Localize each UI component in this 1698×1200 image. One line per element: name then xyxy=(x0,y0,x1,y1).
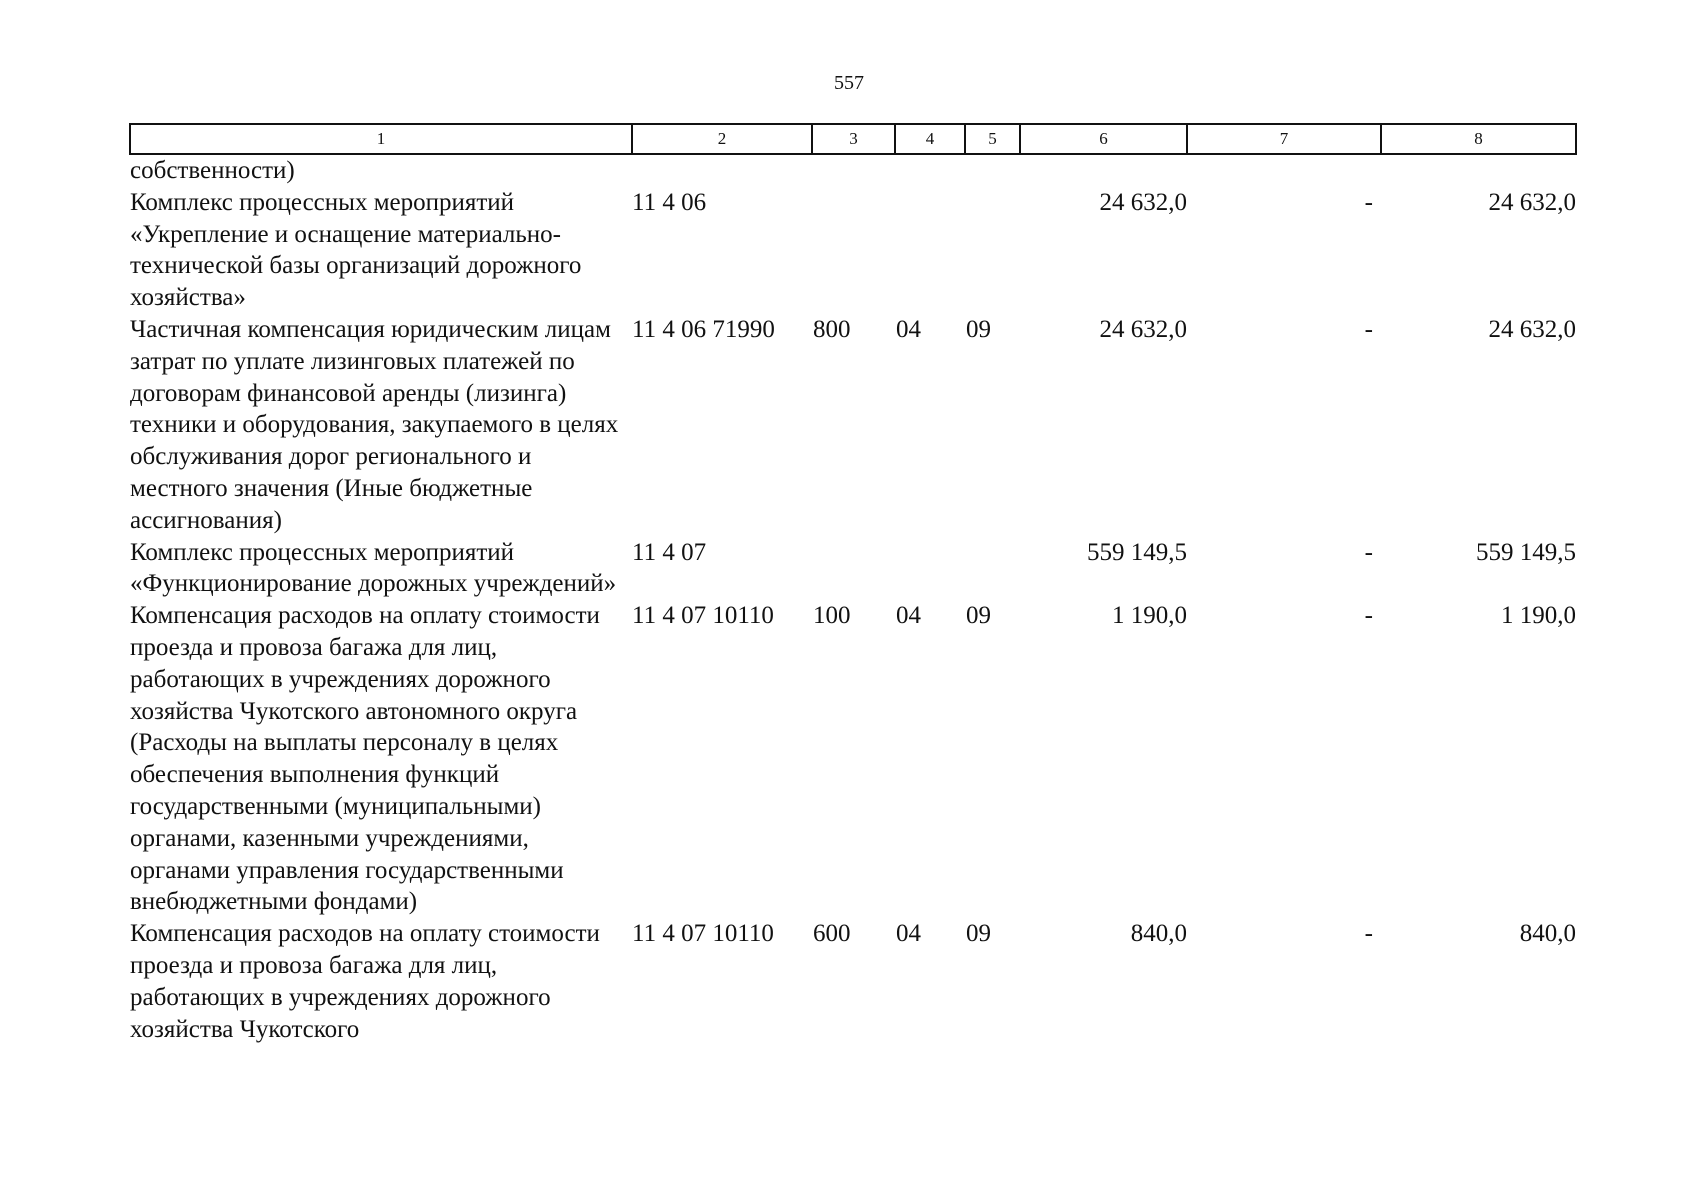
table-row xyxy=(130,600,1576,918)
header-col-4: 4 xyxy=(895,124,965,154)
cell-code: 11 4 06 xyxy=(632,188,707,216)
cell-name: Частичная компенсация юридическим лицам затрат по уплате лизинговых платежей по договорам финансовой аренды (лизинга) техники и оборудования, закупаемого в целях обслуживания дорог регионального и местного значения (Иные бюджетные ассигнования) xyxy=(130,315,619,534)
cell-col7: - xyxy=(1364,920,1373,948)
cell-col5: 09 xyxy=(966,602,991,630)
cell-col7 xyxy=(1187,154,1381,187)
cell-col4 xyxy=(895,187,965,314)
cell-col6: 840,0 xyxy=(1130,920,1187,948)
cell-col5 xyxy=(965,537,1020,601)
cell-col8: 559 149,5 xyxy=(1476,538,1576,566)
cell-col4: 04 xyxy=(896,920,921,948)
cell-col3 xyxy=(812,154,895,187)
cell-col3: 800 xyxy=(813,315,851,343)
cell-col5 xyxy=(965,187,1020,314)
cell-col7: - xyxy=(1364,602,1373,630)
cell-code xyxy=(632,154,812,187)
cell-col8: 1 190,0 xyxy=(1501,602,1576,630)
table-row xyxy=(130,314,1576,537)
cell-col5 xyxy=(965,154,1020,187)
cell-name: Комплекс процессных мероприятий «Функционирование дорожных учреждений» xyxy=(130,538,617,598)
cell-col5: 09 xyxy=(966,920,991,948)
cell-col6: 24 632,0 xyxy=(1099,315,1187,343)
cell-col5: 09 xyxy=(966,315,991,343)
page-number: 557 xyxy=(834,72,864,94)
budget-table xyxy=(129,123,1577,1045)
cell-col4: 04 xyxy=(896,315,921,343)
cell-col8: 24 632,0 xyxy=(1488,315,1576,343)
header-col-2: 2 xyxy=(632,124,812,154)
cell-col3 xyxy=(812,187,895,314)
cell-col6: 559 149,5 xyxy=(1087,538,1187,566)
header-col-6: 6 xyxy=(1020,124,1187,154)
cell-col6: 1 190,0 xyxy=(1112,602,1187,630)
cell-col7: - xyxy=(1364,188,1373,216)
cell-col3: 600 xyxy=(813,920,851,948)
cell-col4 xyxy=(895,537,965,601)
table-row xyxy=(130,154,1576,187)
cell-name: Комплекс процессных мероприятий «Укрепление и оснащение материально-технической базы организаций дорожного хозяйства» xyxy=(130,188,582,312)
cell-col7: - xyxy=(1364,538,1373,566)
table-row xyxy=(130,187,1576,314)
cell-col3: 100 xyxy=(813,602,851,630)
table-row xyxy=(130,537,1576,601)
cell-name: Компенсация расходов на оплату стоимости проезда и провоза багажа для лиц, работающих в учреждениях дорожного хозяйства Чукотского автономного округа (Расходы на выплаты персоналу в целях обеспечения выполнения функций государственными (муниципальными) органами, казенными учреждениями, органами управления государственными внебюджетными фондами) xyxy=(130,602,600,916)
cell-name: Компенсация расходов на оплату стоимости проезда и провоза багажа для лиц, работающих в учреждениях дорожного хозяйства Чукотского xyxy=(130,920,600,1043)
header-row xyxy=(130,124,1576,154)
cell-col4: 04 xyxy=(896,602,921,630)
cell-col3 xyxy=(812,537,895,601)
cell-col6 xyxy=(1020,154,1187,187)
header-col-7: 7 xyxy=(1187,124,1381,154)
header-col-5: 5 xyxy=(965,124,1020,154)
cell-name: собственности) xyxy=(130,157,295,184)
cell-col4 xyxy=(895,154,965,187)
cell-code: 11 4 07 xyxy=(632,538,707,566)
cell-col8: 24 632,0 xyxy=(1488,188,1576,216)
cell-code: 11 4 07 10110 xyxy=(632,602,774,630)
cell-col7: - xyxy=(1364,315,1373,343)
header-col-8: 8 xyxy=(1381,124,1576,154)
table-row xyxy=(130,918,1576,1045)
cell-col6: 24 632,0 xyxy=(1099,188,1187,216)
cell-col8: 840,0 xyxy=(1519,920,1576,948)
cell-code: 11 4 07 10110 xyxy=(632,920,774,948)
cell-col8 xyxy=(1381,154,1576,187)
header-col-1: 1 xyxy=(130,124,632,154)
cell-code: 11 4 06 71990 xyxy=(632,315,775,343)
header-col-3: 3 xyxy=(812,124,895,154)
